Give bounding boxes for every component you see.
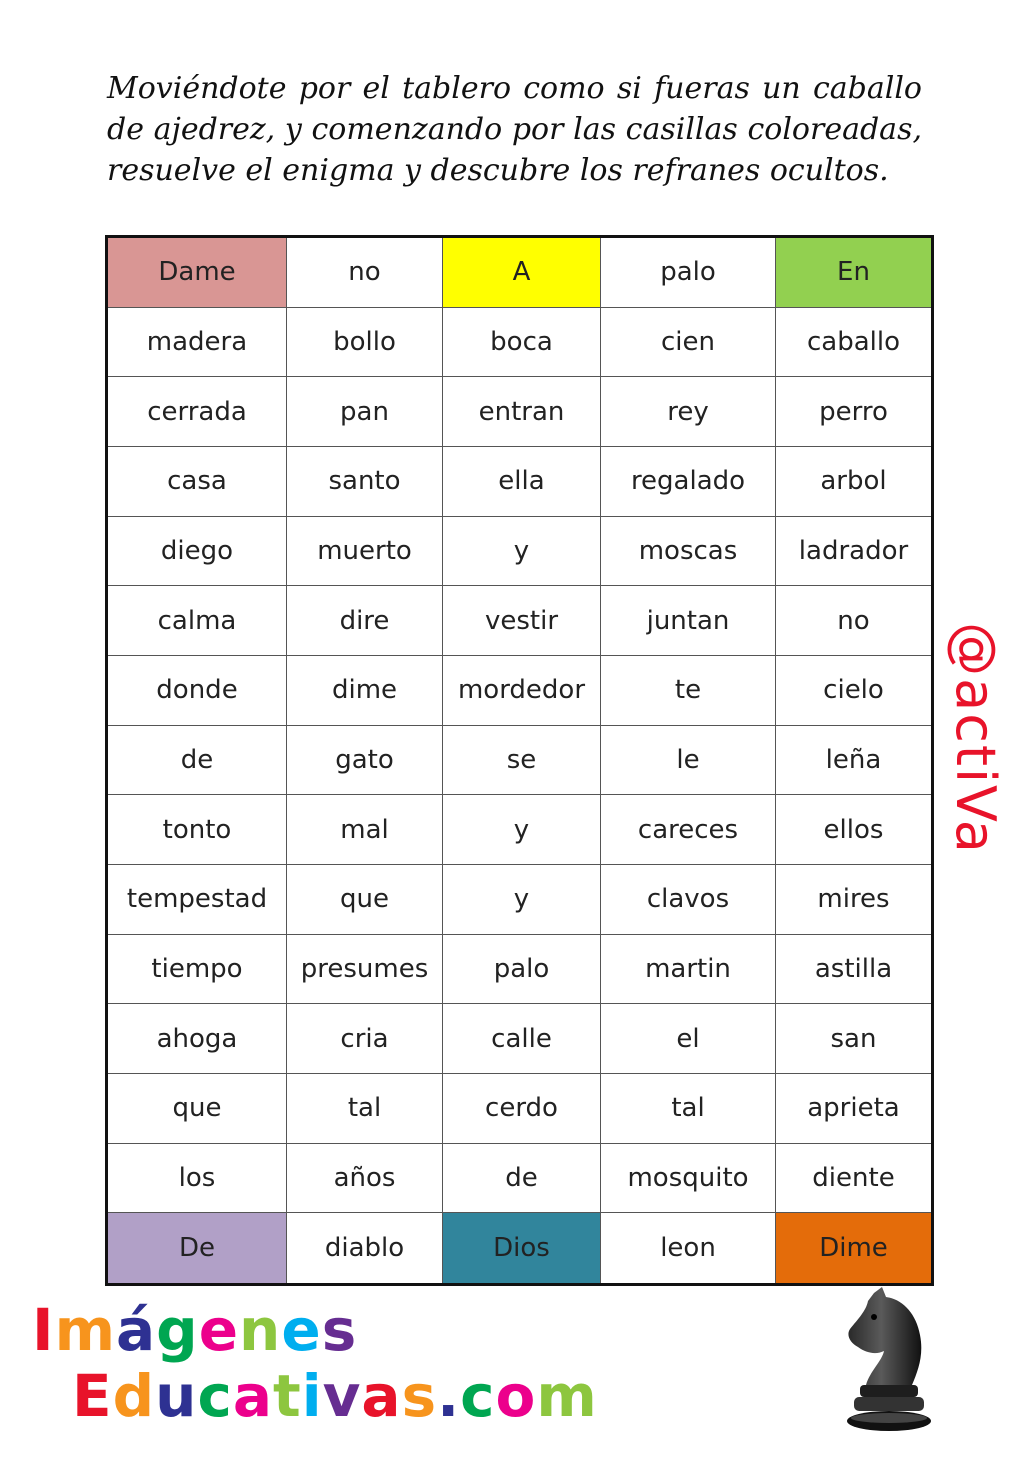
board-cell: cria <box>287 1004 443 1074</box>
word-board <box>105 235 934 1286</box>
board-cell: tiempo <box>108 935 287 1005</box>
board-cell: cerdo <box>443 1074 601 1144</box>
board-cell: palo <box>601 238 776 308</box>
board-cell: que <box>287 865 443 935</box>
board-cell: santo <box>287 447 443 517</box>
board-cell: gato <box>287 726 443 796</box>
board-cell: arbol <box>776 447 931 517</box>
board-cell: diablo <box>287 1213 443 1283</box>
board-cell-colored: Dios <box>443 1213 601 1283</box>
board-cell: le <box>601 726 776 796</box>
board-cell: cielo <box>776 656 931 726</box>
board-cell: mordedor <box>443 656 601 726</box>
logo-line-1: Imágenes <box>32 1296 358 1364</box>
board-cell: años <box>287 1144 443 1214</box>
board-cell: no <box>287 238 443 308</box>
board-cell: y <box>443 517 601 587</box>
board-cell: de <box>108 726 287 796</box>
board-cell: clavos <box>601 865 776 935</box>
board-cell: perro <box>776 377 931 447</box>
board-cell: entran <box>443 377 601 447</box>
board-cell: cien <box>601 308 776 378</box>
board-cell: vestir <box>443 586 601 656</box>
board-cell: cerrada <box>108 377 287 447</box>
board-cell-colored: De <box>108 1213 287 1283</box>
board-cell: regalado <box>601 447 776 517</box>
board-cell: san <box>776 1004 931 1074</box>
board-cell: madera <box>108 308 287 378</box>
board-cell: se <box>443 726 601 796</box>
board-cell: juntan <box>601 586 776 656</box>
board-cell: tonto <box>108 795 287 865</box>
board-cell: tal <box>287 1074 443 1144</box>
board-cell: y <box>443 795 601 865</box>
instructions-text: Moviéndote por el tablero como si fueras un caballo de ajedrez, y comenzando por las casillas coloreadas, resuelve el enigma y descubre los refranes ocultos. <box>107 71 922 188</box>
author-handle: @actiVa <box>943 621 1007 855</box>
board-cell: ella <box>443 447 601 517</box>
board-cell: calle <box>443 1004 601 1074</box>
board-cell: careces <box>601 795 776 865</box>
board-cell: mosquito <box>601 1144 776 1214</box>
board-cell-colored: En <box>776 238 931 308</box>
board-cell: muerto <box>287 517 443 587</box>
board-cell: y <box>443 865 601 935</box>
board-cell: diego <box>108 517 287 587</box>
board-cell: diente <box>776 1144 931 1214</box>
board-cell: dime <box>287 656 443 726</box>
board-cell: no <box>776 586 931 656</box>
board-cell: boca <box>443 308 601 378</box>
board-cell: tal <box>601 1074 776 1144</box>
board-cell: martin <box>601 935 776 1005</box>
board-cell: ellos <box>776 795 931 865</box>
board-cell: presumes <box>287 935 443 1005</box>
board-cell: el <box>601 1004 776 1074</box>
logo-line-2: Educativas.com <box>72 1362 598 1430</box>
board-cell: dire <box>287 586 443 656</box>
board-cell: de <box>443 1144 601 1214</box>
board-cell: bollo <box>287 308 443 378</box>
board-cell-colored: A <box>443 238 601 308</box>
board-cell: leña <box>776 726 931 796</box>
board-cell: los <box>108 1144 287 1214</box>
board-cell: donde <box>108 656 287 726</box>
board-cell: moscas <box>601 517 776 587</box>
board-cell: leon <box>601 1213 776 1283</box>
board-cell: astilla <box>776 935 931 1005</box>
site-logo[interactable] <box>30 1296 598 1436</box>
board-cell: pan <box>287 377 443 447</box>
board-cell: ladrador <box>776 517 931 587</box>
board-cell: rey <box>601 377 776 447</box>
chess-knight-icon <box>836 1285 940 1435</box>
board-cell: aprieta <box>776 1074 931 1144</box>
board-cell: caballo <box>776 308 931 378</box>
board-cell: palo <box>443 935 601 1005</box>
board-cell: mires <box>776 865 931 935</box>
board-cell: mal <box>287 795 443 865</box>
board-cell: te <box>601 656 776 726</box>
board-cell: ahoga <box>108 1004 287 1074</box>
board-cell-colored: Dime <box>776 1213 931 1283</box>
board-cell: calma <box>108 586 287 656</box>
board-cell: tempestad <box>108 865 287 935</box>
board-cell: que <box>108 1074 287 1144</box>
board-cell-colored: Dame <box>108 238 287 308</box>
board-cell: casa <box>108 447 287 517</box>
